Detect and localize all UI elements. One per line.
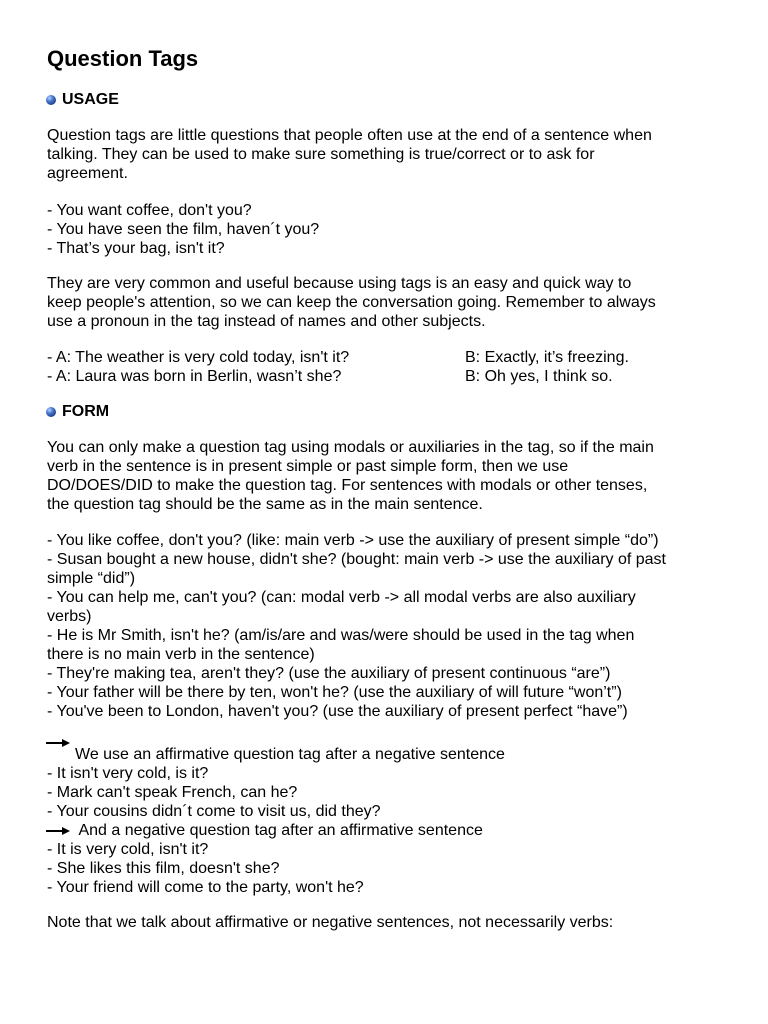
paragraph-line: keep people's attention, so we can keep the conversation going. Remember to always [47, 294, 656, 311]
example-line: - Susan bought a new house, didn't she? (bought: main verb -> use the auxiliary of past [47, 551, 666, 568]
example-line: - Your cousins didn´t come to visit us, did they? [47, 803, 381, 820]
dialog-row [47, 367, 727, 386]
form-intro-line: You can only make a question tag using modals or auxiliaries in the tag, so if the main [47, 439, 654, 456]
rule2-line [46, 821, 726, 840]
page-title: Question Tags [47, 46, 199, 71]
dialog-a: - A: The weather is very cold today, isn't it? [47, 349, 350, 366]
paragraph-line: use a pronoun in the tag instead of names and other subjects. [47, 313, 486, 330]
example-line: - You have seen the film, haven´t you? [47, 221, 320, 238]
rule1-text [75, 745, 755, 764]
rule2-text: And a negative question tag after an affirmative sentence [78, 822, 483, 839]
usage-intro-line: talking. They can be used to make sure something is true/correct or to ask for [47, 146, 595, 163]
example-line: there is no main verb in the sentence) [47, 646, 315, 663]
note [47, 913, 727, 932]
example-line: - You can help me, can't you? (can: modal verb -> all modal verbs are also auxiliary [47, 589, 636, 606]
form-heading [46, 402, 109, 421]
example-line: - It is very cold, isn't it? [47, 841, 209, 858]
usage-intro [47, 126, 727, 183]
example-line: verbs) [47, 608, 92, 625]
example-line: - She likes this film, doesn't she? [47, 860, 280, 877]
note-line: Note that we talk about affirmative or negative sentences, not necessarily verbs: [47, 914, 614, 931]
example-line: - Mark can't speak French, can he? [47, 784, 298, 801]
rule2-row [46, 821, 726, 840]
form-intro-line: DO/DOES/DID to make the question tag. For sentences with modals or other tenses, [47, 477, 648, 494]
dialog-row [47, 348, 727, 367]
example-line: - Your friend will come to the party, won't he? [47, 879, 364, 896]
example-line: - You want coffee, don't you? [47, 202, 252, 219]
usage-heading-text: USAGE [62, 91, 119, 108]
usage-intro-line: agreement. [47, 165, 128, 182]
right-arrow-icon [46, 738, 70, 748]
example-line: - They're making tea, aren't they? (use the auxiliary of present continuous “are”) [47, 665, 611, 682]
dialog-b: B: Exactly, it’s freezing. [465, 349, 629, 366]
form-intro-line: the question tag should be the same as in the main sentence. [47, 496, 483, 513]
right-arrow-icon [46, 826, 70, 836]
bullet-icon [46, 407, 56, 417]
form-heading-text: FORM [62, 403, 110, 420]
usage-intro-line: Question tags are little questions that people often use at the end of a sentence when [47, 127, 652, 144]
paragraph-line: They are very common and useful because using tags is an easy and quick way to [47, 275, 632, 292]
example-line: - He is Mr Smith, isn't he? (am/is/are and was/were should be used in the tag when [47, 627, 635, 644]
usage-paragraph-2 [47, 274, 727, 331]
form-intro-line: verb in the sentence is in present simple or past simple form, then we use [47, 458, 569, 475]
usage-examples [47, 201, 727, 258]
usage-dialogs [47, 348, 727, 386]
rule2-examples [47, 840, 727, 897]
example-line: - It isn't very cold, is it? [47, 765, 209, 782]
rule1-examples [47, 764, 727, 821]
rule1-arrow-row [46, 733, 70, 752]
form-examples [47, 531, 727, 721]
dialog-b: B: Oh yes, I think so. [465, 368, 613, 385]
form-intro [47, 438, 727, 514]
example-line: - Your father will be there by ten, won't he? (use the auxiliary of will future “won’t”) [47, 684, 622, 701]
bullet-icon [46, 95, 56, 105]
dialog-a: - A: Laura was born in Berlin, wasn’t she? [47, 368, 342, 385]
example-line: simple “did”) [47, 570, 136, 587]
example-line: - That’s your bag, isn't it? [47, 240, 225, 257]
usage-heading [46, 90, 119, 109]
rule1-line: We use an affirmative question tag after a negative sentence [75, 746, 505, 763]
example-line: - You like coffee, don't you? (like: main verb -> use the auxiliary of present simple “do”) [47, 532, 659, 549]
example-line: - You've been to London, haven't you? (use the auxiliary of present perfect “have”) [47, 703, 628, 720]
